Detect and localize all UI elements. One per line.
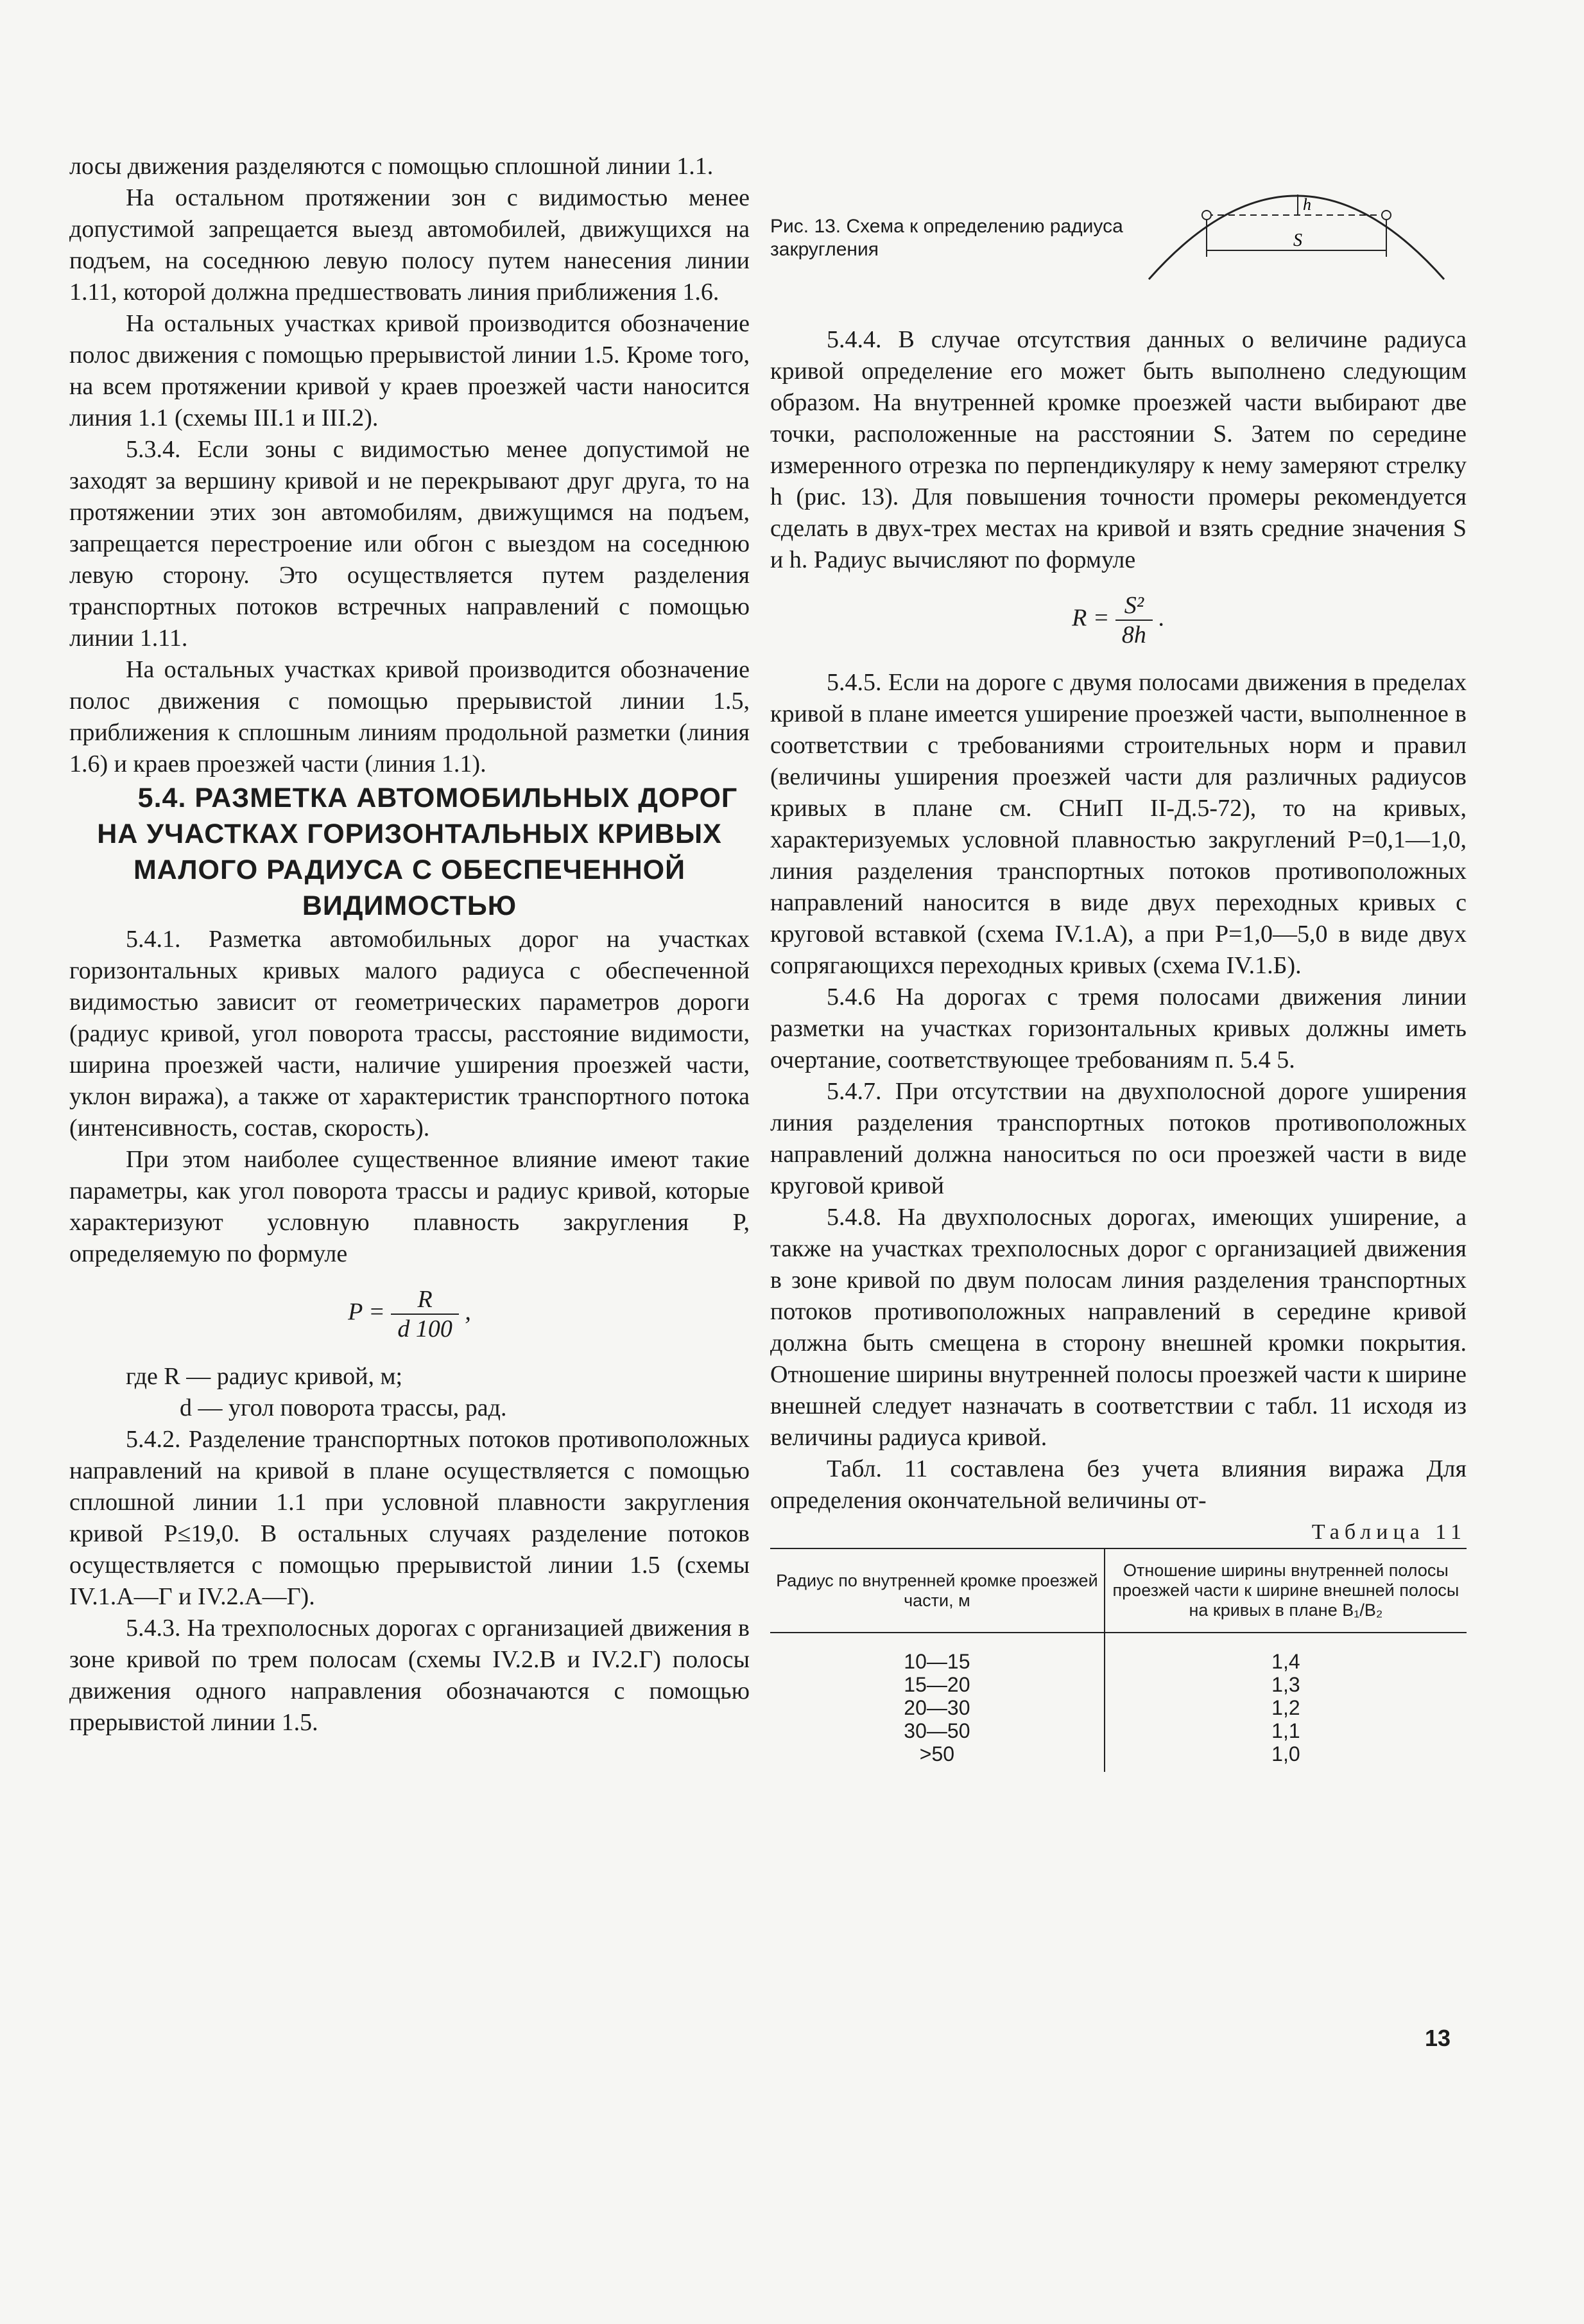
table-row [770,1742,1467,1772]
table-header-radius: Радиус по внутренней кромке проезжей части, м [770,1548,1105,1633]
formula-numerator: S² [1115,591,1153,621]
formula-fraction [391,1285,459,1343]
page-number: 13 [1425,2025,1451,2051]
section-heading: 5.4. РАЗМЕТКА АВТОМОБИЛЬНЫХ ДОРОГ НА УЧАСТКАХ ГОРИЗОНТАЛЬНЫХ КРИВЫХ МАЛОГО РАДИУСА С ОБЕСПЕЧЕННОЙ ВИДИМОСТЬЮ [97,783,738,921]
formula-denominator: d 100 [397,1315,452,1342]
table-cell-ratio: 1,2 [1271,1696,1300,1719]
table-cell-ratio: 1,4 [1271,1650,1300,1673]
paragraph: 5.4.2. Разделение транспортных потоков противоположных направлений на кривой в плане осуществляется с помощью сплошной линии 1.1 при условной плавности закругления кривой P≤19,0. В остальных случаях разделение потоков осуществляется с помощью прерывистой линии 1.5 (схемы IV.1.А—Г и IV.2.А—Г). [69,1426,750,1610]
table-cell-radius: 15—20 [770,1673,1105,1696]
formula-fraction [1115,591,1153,649]
formula-smoothness [69,1285,750,1343]
formula-numerator: R [391,1285,459,1315]
paragraph: 5.4.7. При отсутствии на двухполосной дороге уширения линия разделения транспортных потоков противоположных направлений должна наноситься по оси проезжей части в виде круговой кривой [770,1078,1467,1199]
table-11 [770,1548,1467,1772]
legend-line: где R — радиус кривой, м; [126,1363,403,1390]
table-header-row [770,1548,1467,1633]
formula-denominator: 8h [1121,621,1146,648]
paragraph: 5.4.5. Если на дороге с двумя полосами движения в пределах кривой в плане имеется уширение проезжей части, выполненное в соответствии с требованиями строительных норм и правил (величины уширения проезжей части для различных радиусов кривых в плане см. СНиП II-Д.5-72), то на кривых, характеризуемых условной плавностью закруглений P=0,1—1,0, линия разделения транспортных потоков противоположных направлений наносится в виде двух переходных кривых с круговой вставкой (схема IV.1.А), а при P=1,0—5,0 в виде двух сопрягающихся переходных кривых (схема IV.1.Б). [770,669,1467,979]
paragraph: На остальном протяжении зон с видимостью менее допустимой запрещается выезд автомобилей, движущихся на подъем, на соседнюю левую полосу путем нанесения линии 1.11, которой должна предшествовать линия приближения 1.6. [69,184,750,306]
paragraph: На остальных участках кривой производится обозначение полос движения с помощью прерывистой линии 1.5. Кроме того, на всем протяжении кривой у краев проезжей части наносится линия 1.1 (схемы III.1 и III.2). [69,310,750,431]
table-row [770,1673,1467,1696]
label-s: S [1293,230,1302,250]
paragraph: 5.4.3. На трехполосных дорогах с организацией движения в зоне кривой по трем полосам (схемы IV.2.В и IV.2.Г) полосы движения одного направления обозначаются с помощью прерывистой линии 1.5. [69,1615,750,1736]
point-a [1202,211,1211,220]
figure-13 [770,151,1467,324]
table-cell-ratio: 1,3 [1271,1673,1300,1696]
table-cell-radius: 30—50 [770,1719,1105,1742]
table-row [770,1633,1467,1673]
formula-lhs: R = [1072,604,1110,632]
paragraph: 5.4.8. На двухполосных дорогах, имеющих уширение, а также на участках трехполосных дорог с организацией движения в зоне кривой по двум полосам линия разделения транспортных потоков противоположных направлений в середине кривой должна быть смещена в сторону внешней кромки покрытия. Отношение ширины внутренней полосы проезжей части к ширине внешней следует назначать в соответствии с табл. 11 исходя из величины радиуса кривой. [770,1204,1467,1451]
paragraph: 5.4.1. Разметка автомобильных дорог на участках горизонтальных кривых малого радиуса с обеспеченной видимостью зависит от геометрических параметров дороги (радиус кривой, угол поворота трассы, расстояние видимости, ширина проезжей части, наличие уширения проезжей части, уклон виража), а также от характеристик транспортного потока (интенсивность, состав, скорость). [69,926,750,1141]
table-row [770,1696,1467,1719]
paragraph: При этом наиболее существенное влияние имеют такие параметры, как угол поворота трассы и радиус кривой, которые характеризуют условную плавность закругления P, определяемую по формуле [69,1146,750,1267]
paragraph: лосы движения разделяются с помощью сплошной линии 1.1. [69,153,714,180]
figure-caption: Рис. 13. Схема к определению радиуса закругления [770,216,1123,260]
paragraph: 5.3.4. Если зоны с видимостью менее допустимой не заходят за вершину кривой и не перекрывают друг друга, то на протяжении этих зон автомобилям, движущимся на подъем, запрещается перестроение или обгон с выездом на соседнюю левую сторону. Это осуществляется путем разделения транспортных потоков встречных направлений с помощью линии 1.11. [69,436,750,652]
paragraph: Табл. 11 составлена без учета влияния виража Для определения окончательной величины от- [770,1455,1467,1514]
formula-radius [770,591,1467,649]
formula-tail: , [465,1298,471,1326]
left-column [69,151,750,1739]
table-cell-radius: 20—30 [770,1696,1105,1719]
paragraph: 5.4.4. В случае отсутствия данных о величине радиуса кривой определение его может быть выполнено следующим образом. На внутренней кромке проезжей части выбирают две точки, расположенные на расстоянии S. Затем по середине измеренного отрезка по перпендикуляру к нему замеряют стрелку h (рис. 13). Для повышения точности промеры рекомендуется сделать в двух-трех местах на кривой и взять средние значения S и h. Радиус вычисляют по формуле [770,326,1467,573]
table-row [770,1719,1467,1742]
right-column [770,151,1467,1772]
legend-line: d — угол поворота трассы, рад. [180,1394,507,1421]
table-cell-ratio: 1,0 [1271,1742,1300,1765]
table-cell-ratio: 1,1 [1271,1719,1300,1742]
table-header-ratio: Отношение ширины внутренней полосы проезжей части к ширине внешней полосы на кривых в плане B₁/B₂ [1105,1548,1467,1633]
paragraph: На остальных участках кривой производится обозначение полос движения с помощью прерывистой линии 1.5, приближения к сплошным линиям продольной разметки (линия 1.6) и краев проезжей части (линия 1.1). [69,656,750,777]
paragraph: 5.4.6 На дорогах с тремя полосами движения линии разметки на участках горизонтальных кривых должны иметь очертание, соответствующее требованиям п. 5.4 5. [770,984,1467,1073]
radius-scheme-diagram [1130,151,1463,292]
formula-legend [69,1361,750,1424]
table-cell-radius: 10—15 [770,1633,1105,1673]
table-cell-radius: >50 [770,1742,1105,1772]
label-h: h [1303,195,1311,214]
formula-tail: . [1158,604,1165,632]
table-title: Таблица 11 [1311,1520,1467,1544]
point-b [1382,211,1391,220]
formula-lhs: P = [348,1298,385,1326]
